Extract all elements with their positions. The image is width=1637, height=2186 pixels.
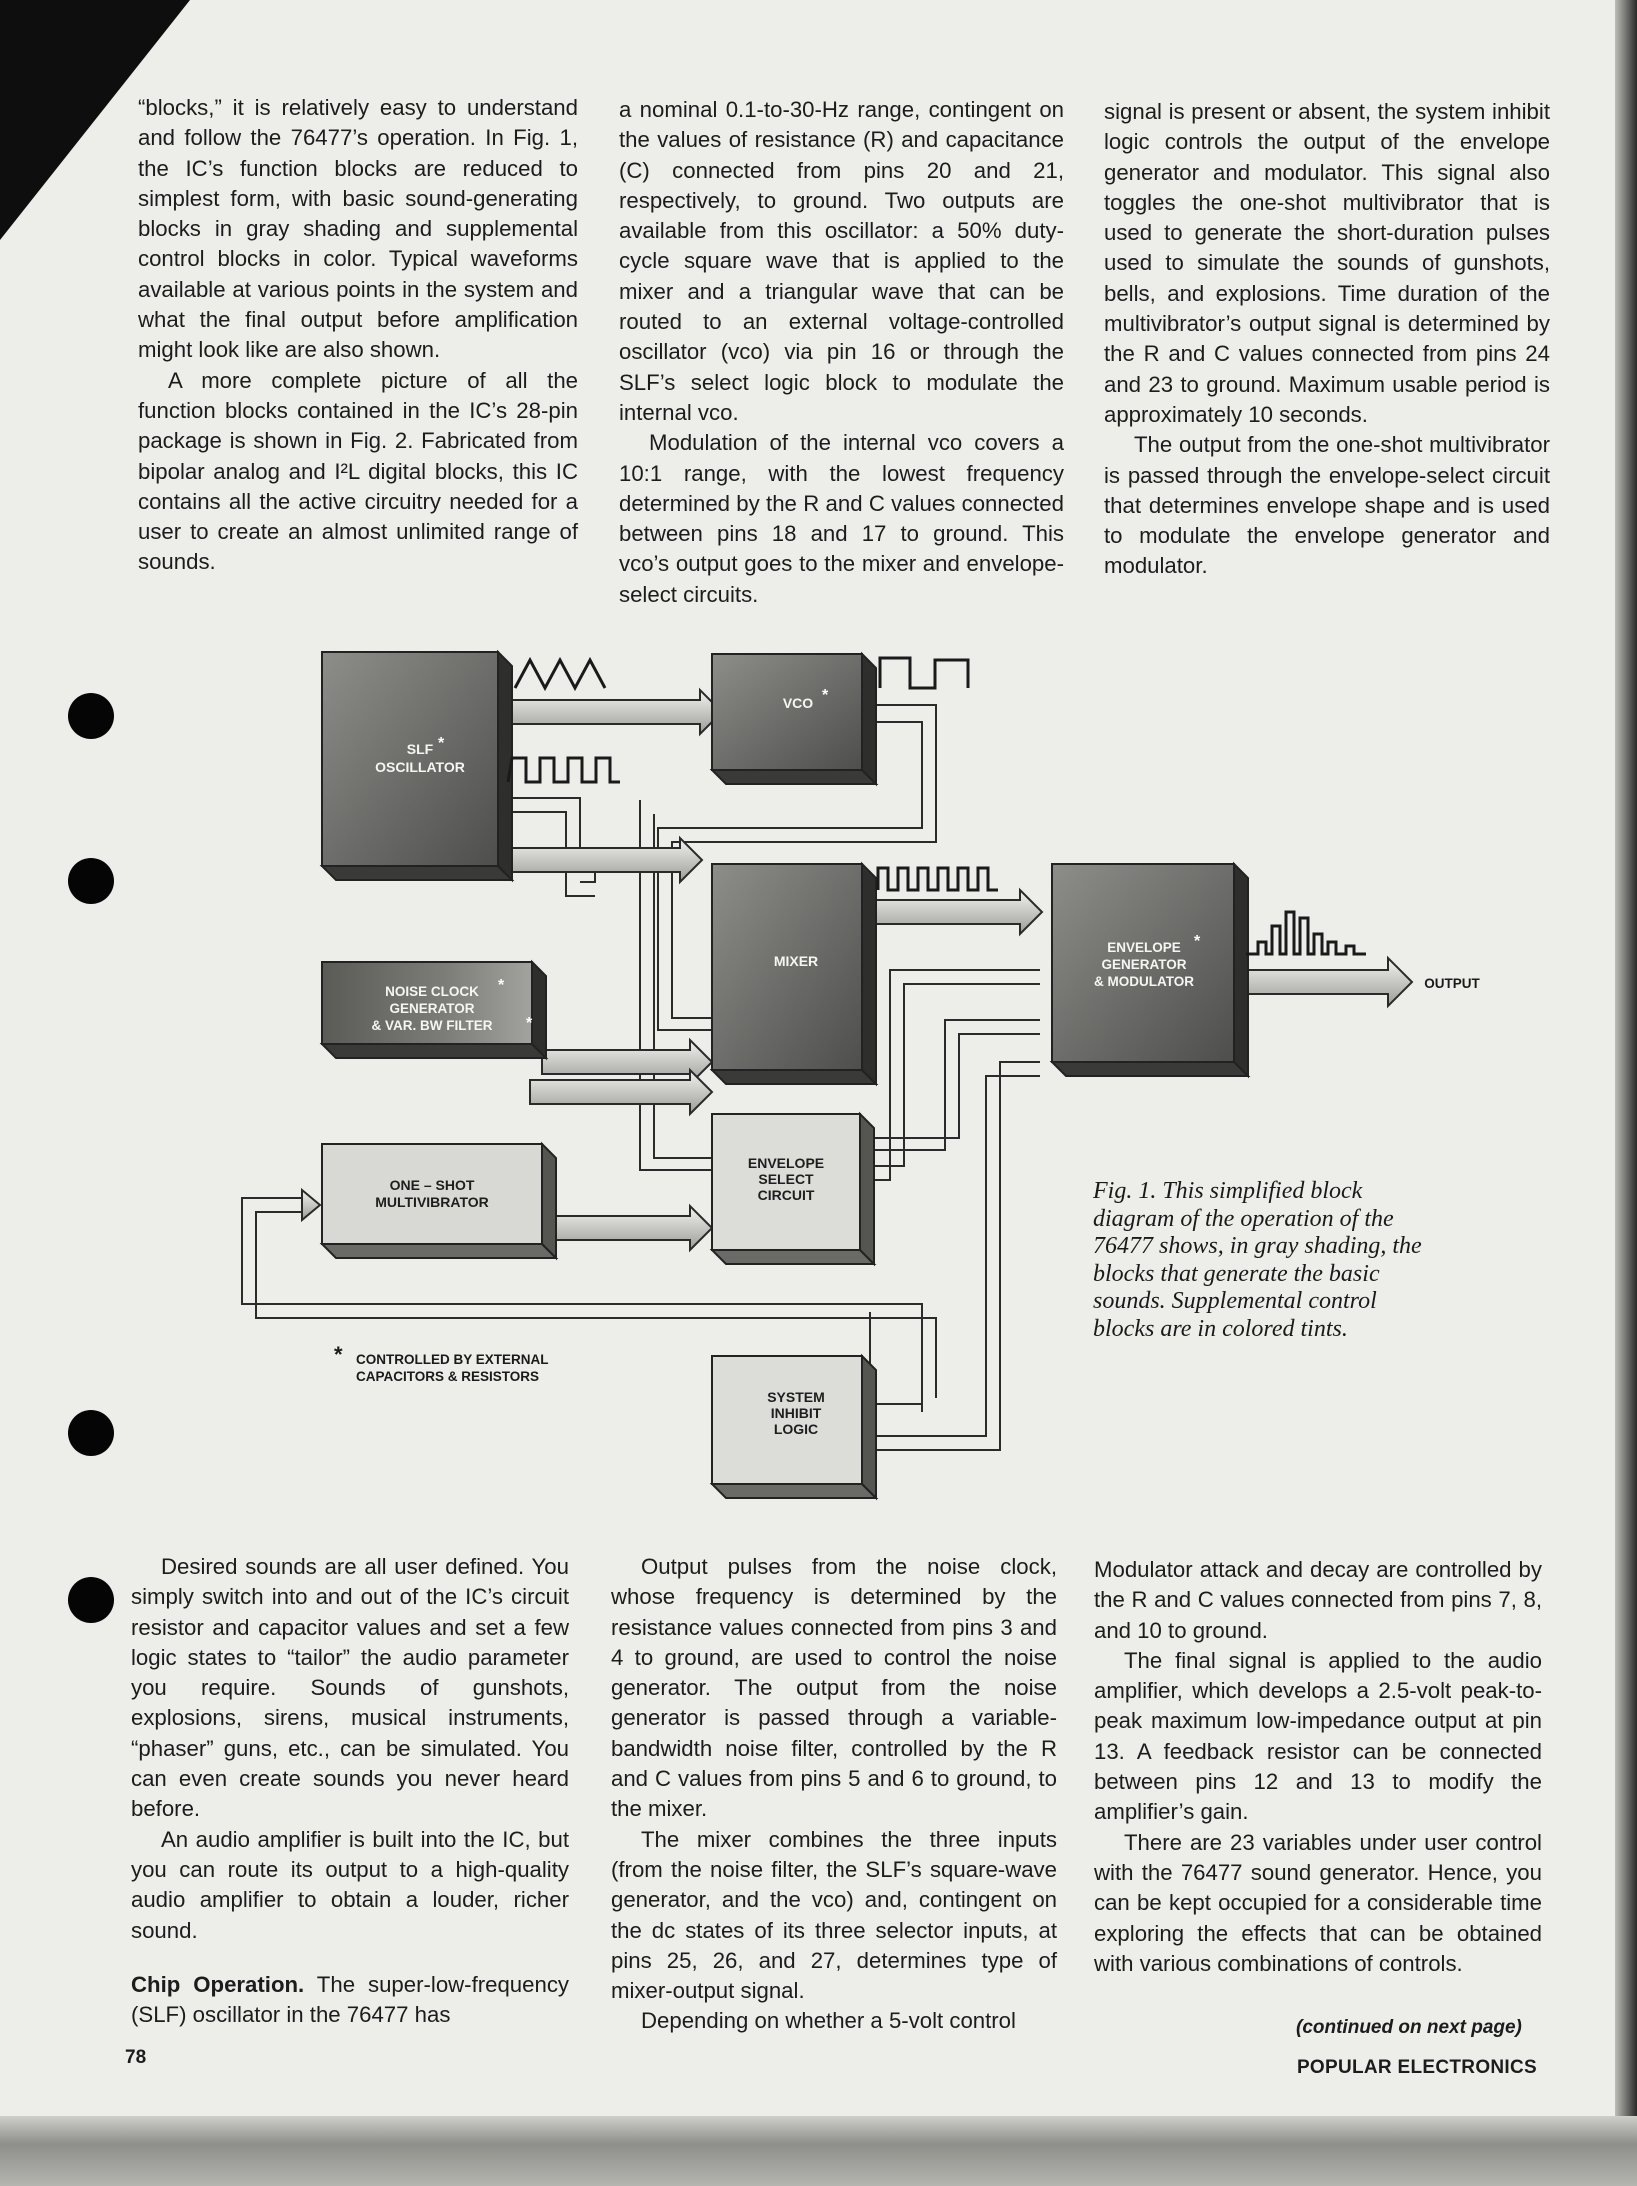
slf-label-1: SLF: [406, 741, 434, 757]
envsel-label-3: CIRCUIT: [757, 1187, 815, 1203]
arrow-noise-to-mixer: [542, 1040, 712, 1084]
column-1-bottom: [131, 1552, 569, 2030]
vco-square-wave: [880, 658, 968, 688]
block-noise-clock: [322, 962, 546, 1058]
block-envelope-generator: [1052, 864, 1248, 1076]
paragraph: The final signal is applied to the audio amplifier, which develops a 2.5-volt peak-to-peak maximum low-impedance output at pin 13. A feedback resistor can be connected between pins 12 and 13 to modify the amplifier’s gain.: [1094, 1647, 1542, 1825]
triangle-wave: [515, 660, 605, 688]
paragraph: The mixer combines the three inputs (from the noise filter, the SLF’s square-wave generator, and the vco) and, contingent on the dc states of its three selector inputs, at pins 25, 26, and 27, determines type of mixer-output signal.: [611, 1826, 1057, 2004]
paragraph: An audio amplifier is built into the IC, but you can route its output to a high-quality audio amplifier to obtain a louder, richer sound.: [131, 1826, 569, 1943]
block-one-shot: [322, 1144, 556, 1258]
paragraph-chip-operation: [131, 1970, 569, 2031]
envgen-label-1: ENVELOPE: [1107, 940, 1181, 955]
magazine-name: POPULAR ELECTRONICS: [1296, 2057, 1537, 2078]
envsel-label-1: ENVELOPE: [747, 1155, 825, 1171]
paragraph: Modulator attack and decay are controlled by the R and C values connected from pins 7, 8, and 10 to ground.: [1094, 1557, 1542, 1643]
envsel-label-2: SELECT: [758, 1171, 814, 1187]
block-system-inhibit: [712, 1356, 876, 1498]
arrow-slf-to-vco: [498, 690, 722, 734]
inhibit-label-2: INHIBIT: [770, 1405, 822, 1421]
note-line-1: CONTROLLED BY EXTERNAL: [356, 1352, 549, 1367]
continued-note: (continued on next page): [1296, 2017, 1522, 2038]
noise-label-1: NOISE CLOCK: [385, 984, 479, 999]
page-number: 78: [125, 2047, 147, 2068]
asterisk-slf: *: [438, 735, 445, 752]
arrow-mixer-to-envgen: [862, 890, 1042, 934]
arrow-into-oneshot: [302, 1190, 320, 1220]
inhibit-label-3: LOGIC: [773, 1421, 819, 1437]
envgen-label-2: GENERATOR: [1101, 957, 1187, 972]
paragraph: “blocks,” it is relatively easy to understand and follow the 76477’s operation. In Fig. 1, the IC’s function blocks are reduced to simplest form, with basic sound-generating blocks in gray shading and supplemental control blocks in color. Typical waveforms available at various points in the system and what the final output before amplification might look like are also shown.: [138, 95, 578, 363]
noise-label-3: & VAR. BW FILTER: [371, 1018, 493, 1033]
asterisk-noise-2: *: [526, 1015, 533, 1032]
noise-label-2: GENERATOR: [389, 1001, 475, 1016]
asterisk-vco: *: [822, 687, 829, 704]
figure-caption: Fig. 1. This simplified block diagram of the operation of the 76477 shows, in gray shading, the blocks that generate the basic sounds. Supplemental control blocks are in colored tints.: [1093, 1178, 1422, 1342]
controlled-note: [334, 1342, 549, 1384]
paragraph: a nominal 0.1-to-30-Hz range, contingent on the values of resistance (R) and capacitance (C) connected from pins 20 and 21, respectively, to ground. Two outputs are available from this oscillator: a 50% duty-cycle square wave that is applied to the mixer and a triangular wave that can be routed to an external voltage-controlled oscillator (vco) via pin 16 or through the SLF’s select logic block to modulate the internal vco.: [619, 97, 1064, 425]
mixer-label: MIXER: [773, 953, 819, 969]
paragraph: There are 23 variables under user control with the 76477 sound generator. Hence, you can be kept occupied for a considerable time exploring the effects that can be obtained with various combinations of controls.: [1094, 1829, 1542, 1976]
vco-label: VCO: [782, 695, 814, 711]
slf-square-wave: [508, 758, 620, 782]
block-vco: [712, 654, 876, 784]
arrow-noise-lower: [530, 1070, 712, 1114]
paragraph: The output from the one-shot multivibrator is passed through the envelope-select circuit that determines envelope shape and is used to modulate the envelope generator and modulator.: [1104, 432, 1550, 579]
inhibit-label-1: SYSTEM: [767, 1389, 825, 1405]
paragraph: Desired sounds are all user defined. You simply switch into and out of the IC’s circuit resistor and capacitor values and set a few logic states to “tailor” the audio parameter you require. Sounds of gunshots, explosions, sirens, musical instruments, “phaser” guns, etc., can be simulated. You can even create sounds you never heard before.: [131, 1554, 569, 1822]
block-slf-oscillator: [322, 652, 512, 880]
block-mixer: [712, 864, 876, 1084]
output-label: OUTPUT: [1424, 976, 1480, 991]
chip-operation-text: The super-low-frequency (SLF) oscillator in the 76477 has: [131, 1971, 570, 2028]
paragraph: Output pulses from the noise clock, whose frequency is determined by the resistance values connected from pins 3 and 4 to ground, are used to control the noise generator. The output from the noise generator is passed through a variable-bandwidth noise filter, controlled by the R and C values from pins 5 and 6 to ground, to the mixer.: [611, 1554, 1057, 1822]
envgen-label-3: & MODULATOR: [1094, 974, 1194, 989]
asterisk-noise-1: *: [498, 977, 505, 994]
note-line-2: CAPACITORS & RESISTORS: [356, 1369, 540, 1384]
paragraph: Depending on whether a 5-volt control: [641, 2008, 1016, 2034]
arrow-output: [1234, 958, 1412, 1006]
block-envelope-select: [712, 1114, 874, 1264]
arrow-oneshot-to-envsel: [542, 1206, 712, 1250]
column-2-bottom: [611, 1552, 1057, 2037]
paragraph: signal is present or absent, the system inhibit logic controls the output of the envelope generator and modulator. This signal also toggles the one-shot multivibrator that is used to generate the short-duration pulses used to simulate the sounds of gunshots, bells, and explosions. Time duration of the multivibrator’s output signal is determined by the R and C values connected from pins 24 and 23 to ground. Maximum usable period is approximately 10 seconds.: [1104, 99, 1550, 427]
paragraph: Modulation of the internal vco covers a 10:1 range, with the lowest frequency determined by the R and C values connected between pins 18 and 17 to ground. This vco’s output goes to the mixer and envelope-select circuits.: [619, 430, 1064, 607]
oneshot-label-1: ONE – SHOT: [389, 1177, 475, 1193]
column-3-bottom: [1094, 1555, 1542, 1979]
slf-label-2: OSCILLATOR: [375, 759, 465, 775]
output-envelope-wave: [1246, 912, 1366, 954]
oneshot-label-2: MULTIVIBRATOR: [375, 1194, 489, 1210]
asterisk-envgen: *: [1194, 933, 1201, 950]
chip-operation-heading: Chip Operation.: [131, 1971, 305, 1997]
paragraph: A more complete picture of all the function blocks contained in the IC’s 28-pin package is shown in Fig. 2. Fabricated from bipolar analog and I²L digital blocks, this IC contains all the active circuitry needed for a user to create an almost unlimited range of sounds.: [138, 367, 578, 575]
mixer-square-wave: [878, 868, 998, 890]
note-asterisk: *: [334, 1342, 343, 1367]
